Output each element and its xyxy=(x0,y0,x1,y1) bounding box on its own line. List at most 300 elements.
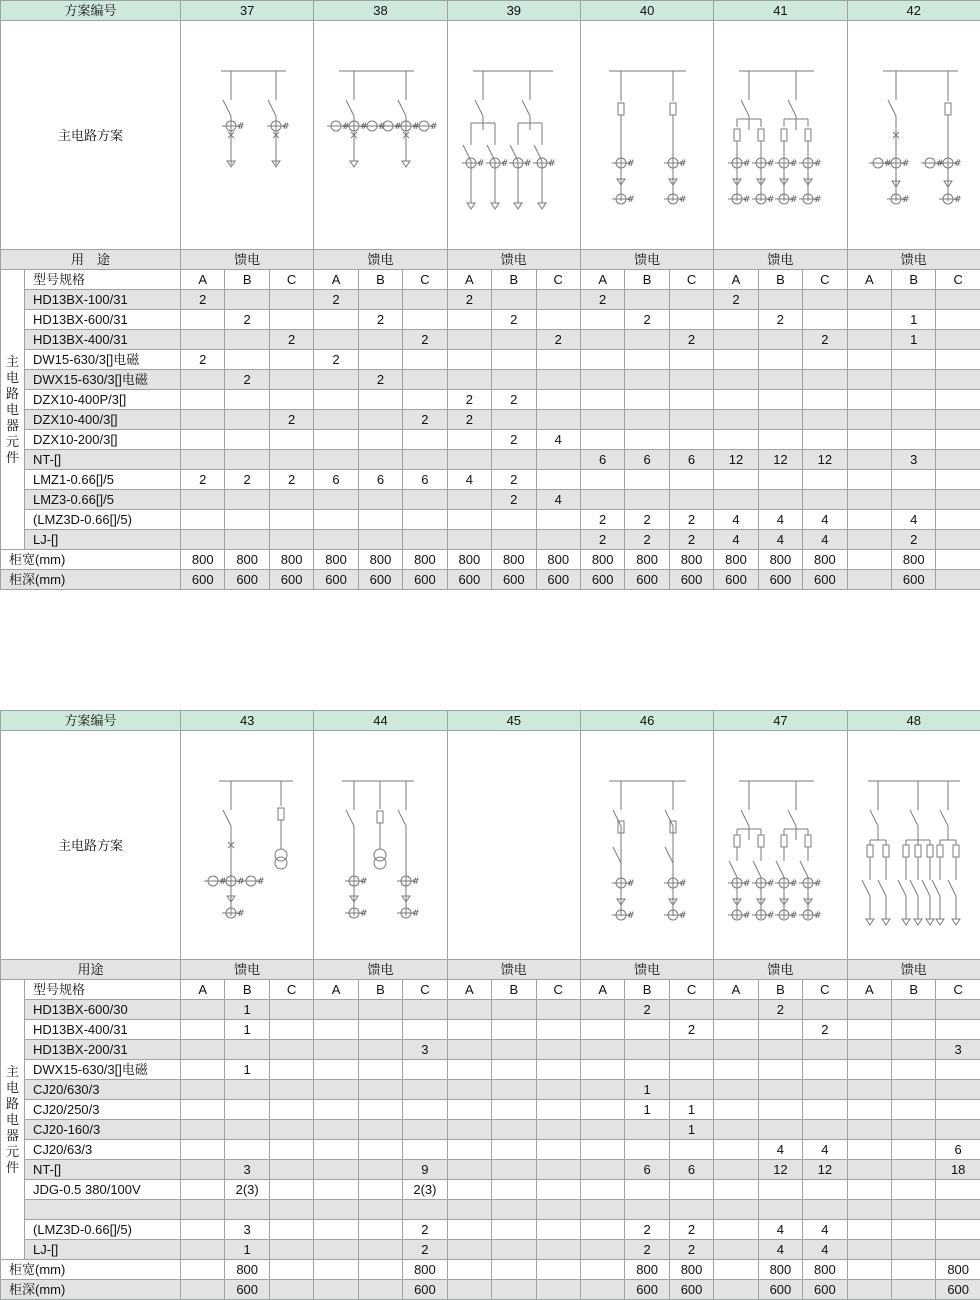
cabinet-depth-value: 600 xyxy=(492,570,536,590)
component-name: HD13BX-100/31 xyxy=(25,290,181,310)
circuit-diagram-42-svg xyxy=(848,21,980,249)
component-qty: 12 xyxy=(803,450,847,470)
component-qty xyxy=(403,530,447,550)
variant-a: A xyxy=(580,980,624,1000)
component-qty xyxy=(447,1220,491,1240)
component-qty xyxy=(625,470,669,490)
component-qty xyxy=(314,430,358,450)
component-qty xyxy=(669,350,713,370)
component-qty xyxy=(358,1020,402,1040)
cabinet-width-value xyxy=(580,1260,624,1280)
component-qty: 2 xyxy=(403,330,447,350)
cabinet-depth-value: 600 xyxy=(669,570,713,590)
component-row xyxy=(1,430,980,450)
component-qty xyxy=(758,410,802,430)
component-qty xyxy=(936,330,980,350)
component-name: LMZ3-0.66[]/5 xyxy=(25,490,181,510)
svg-text:#: # xyxy=(790,911,798,921)
component-qty xyxy=(580,390,624,410)
svg-text:#: # xyxy=(743,159,751,169)
components-label: 主电路电器元件 xyxy=(1,270,25,550)
component-qty xyxy=(358,510,402,530)
svg-text:#: # xyxy=(627,911,635,921)
components-label: 主电路电器元件 xyxy=(1,980,25,1260)
component-qty: 4 xyxy=(892,510,936,530)
component-qty xyxy=(447,330,491,350)
component-qty: 2 xyxy=(181,350,225,370)
component-qty xyxy=(225,1120,269,1140)
component-name: CJ20/250/3 xyxy=(25,1100,181,1120)
component-row xyxy=(1,330,980,350)
cabinet-depth-value: 600 xyxy=(225,1280,269,1300)
component-qty xyxy=(803,310,847,330)
component-qty xyxy=(847,1220,891,1240)
component-qty xyxy=(936,390,980,410)
component-name: NT-[] xyxy=(25,450,181,470)
component-qty xyxy=(758,290,802,310)
svg-text:#: # xyxy=(902,195,910,205)
component-qty xyxy=(447,1160,491,1180)
component-qty xyxy=(269,1240,313,1260)
component-qty xyxy=(892,1120,936,1140)
cabinet-depth-value xyxy=(714,1280,758,1300)
component-qty xyxy=(403,1080,447,1100)
component-qty: 2 xyxy=(714,290,758,310)
component-qty xyxy=(803,350,847,370)
component-qty xyxy=(847,1060,891,1080)
component-qty xyxy=(714,1040,758,1060)
component-qty xyxy=(625,1140,669,1160)
cabinet-width-value: 800 xyxy=(803,1260,847,1280)
cabinet-width-label: 柜宽(mm) xyxy=(1,1260,181,1280)
component-row xyxy=(1,1080,980,1100)
cabinet-depth-value xyxy=(492,1280,536,1300)
circuit-diagram-40-svg xyxy=(581,21,714,249)
svg-text:#: # xyxy=(814,911,822,921)
component-qty xyxy=(803,370,847,390)
component-qty xyxy=(936,1100,980,1120)
component-qty: 4 xyxy=(758,510,802,530)
component-qty: 2 xyxy=(625,1000,669,1020)
cabinet-depth-label: 柜深(mm) xyxy=(1,570,181,590)
component-qty: 2 xyxy=(536,330,580,350)
cabinet-depth-value: 600 xyxy=(892,570,936,590)
component-qty xyxy=(892,470,936,490)
cabinet-width-value: 800 xyxy=(447,550,491,570)
component-qty: 3 xyxy=(403,1040,447,1060)
component-qty xyxy=(580,1180,624,1200)
cabinet-width-value: 800 xyxy=(358,550,402,570)
spec-header-row xyxy=(1,980,980,1000)
component-qty xyxy=(358,1040,402,1060)
usage-value: 馈电 xyxy=(580,250,713,270)
component-qty xyxy=(536,1220,580,1240)
component-qty xyxy=(269,1120,313,1140)
svg-text:#: # xyxy=(237,122,245,132)
variant-c: C xyxy=(803,270,847,290)
component-qty xyxy=(492,1100,536,1120)
component-qty xyxy=(580,1040,624,1060)
component-name: DWX15-630/3[]电磁 xyxy=(25,370,181,390)
component-row xyxy=(1,510,980,530)
component-qty xyxy=(714,350,758,370)
component-qty xyxy=(181,490,225,510)
component-qty xyxy=(536,410,580,430)
svg-text:#: # xyxy=(814,879,822,889)
component-name: DZX10-400P/3[] xyxy=(25,390,181,410)
component-qty xyxy=(714,1100,758,1120)
component-qty xyxy=(669,490,713,510)
component-qty xyxy=(714,1120,758,1140)
component-qty xyxy=(669,1060,713,1080)
component-qty: 2 xyxy=(625,1240,669,1260)
component-qty xyxy=(358,330,402,350)
cabinet-depth-value: 600 xyxy=(625,1280,669,1300)
component-qty xyxy=(492,330,536,350)
component-qty xyxy=(625,490,669,510)
cabinet-width-value: 800 xyxy=(758,550,802,570)
component-qty: 6 xyxy=(358,470,402,490)
component-qty xyxy=(181,1120,225,1140)
variant-c: C xyxy=(403,270,447,290)
component-name: NT-[] xyxy=(25,1160,181,1180)
component-qty xyxy=(269,310,313,330)
component-qty xyxy=(536,1080,580,1100)
component-qty: 2 xyxy=(269,330,313,350)
component-qty: 6 xyxy=(625,1160,669,1180)
svg-text:#: # xyxy=(679,195,687,205)
circuit-diagram-row xyxy=(1,731,980,960)
component-qty xyxy=(847,510,891,530)
component-qty xyxy=(492,410,536,430)
component-qty xyxy=(936,1240,980,1260)
component-qty xyxy=(847,430,891,450)
component-qty xyxy=(936,510,980,530)
component-qty xyxy=(314,1220,358,1240)
variant-a: A xyxy=(447,980,491,1000)
component-qty xyxy=(358,1160,402,1180)
cabinet-depth-label: 柜深(mm) xyxy=(1,1280,181,1300)
component-qty: 2 xyxy=(492,470,536,490)
component-qty xyxy=(714,1020,758,1040)
component-qty xyxy=(714,330,758,350)
component-qty xyxy=(714,1000,758,1020)
component-row xyxy=(1,1000,980,1020)
component-qty xyxy=(269,1160,313,1180)
component-qty xyxy=(181,530,225,550)
component-qty xyxy=(358,1140,402,1160)
cabinet-width-value: 800 xyxy=(403,1260,447,1280)
component-qty xyxy=(403,1020,447,1040)
component-qty xyxy=(447,1240,491,1260)
variant-c: C xyxy=(669,980,713,1000)
component-qty xyxy=(314,1180,358,1200)
variant-a: A xyxy=(580,270,624,290)
variant-c: C xyxy=(536,980,580,1000)
component-qty xyxy=(314,330,358,350)
component-qty xyxy=(803,470,847,490)
component-qty xyxy=(269,490,313,510)
circuit-diagram-43 xyxy=(181,731,314,960)
cabinet-depth-value xyxy=(892,1280,936,1300)
component-qty xyxy=(758,1200,802,1220)
svg-text:#: # xyxy=(394,122,402,132)
component-qty xyxy=(269,1220,313,1240)
component-qty xyxy=(803,430,847,450)
component-row xyxy=(1,1160,980,1180)
variant-c: C xyxy=(536,270,580,290)
component-row xyxy=(1,1180,980,1200)
component-qty xyxy=(892,1160,936,1180)
variant-a: A xyxy=(847,270,891,290)
component-qty xyxy=(225,390,269,410)
component-qty xyxy=(892,410,936,430)
component-qty xyxy=(625,290,669,310)
component-qty xyxy=(536,310,580,330)
component-qty xyxy=(269,450,313,470)
component-qty xyxy=(492,1080,536,1100)
spec-header-row xyxy=(1,270,980,290)
component-name: JDG-0.5 380/100V xyxy=(25,1180,181,1200)
component-row xyxy=(1,390,980,410)
component-qty: 2 xyxy=(669,1020,713,1040)
component-qty: 4 xyxy=(803,1220,847,1240)
component-qty: 2 xyxy=(358,310,402,330)
component-qty xyxy=(403,310,447,330)
component-qty xyxy=(447,450,491,470)
component-qty xyxy=(803,1080,847,1100)
component-qty xyxy=(403,290,447,310)
component-qty xyxy=(225,290,269,310)
component-qty xyxy=(625,390,669,410)
svg-text:#: # xyxy=(627,879,635,889)
component-qty xyxy=(669,390,713,410)
component-qty xyxy=(847,370,891,390)
component-qty xyxy=(447,1120,491,1140)
circuit-diagram-row xyxy=(1,21,980,250)
component-qty xyxy=(847,1040,891,1060)
component-qty xyxy=(669,370,713,390)
circuit-diagram-38-svg xyxy=(314,21,447,249)
component-qty: 2 xyxy=(892,530,936,550)
component-qty: 4 xyxy=(758,530,802,550)
variant-b: B xyxy=(892,270,936,290)
component-qty xyxy=(580,490,624,510)
svg-text:#: # xyxy=(790,159,798,169)
cabinet-width-value: 800 xyxy=(625,550,669,570)
component-qty xyxy=(625,1120,669,1140)
component-qty xyxy=(580,1120,624,1140)
variant-c: C xyxy=(936,980,980,1000)
component-qty xyxy=(803,1000,847,1020)
component-qty xyxy=(536,350,580,370)
component-qty: 1 xyxy=(669,1100,713,1120)
component-qty: 12 xyxy=(758,1160,802,1180)
component-qty: 2 xyxy=(358,370,402,390)
component-qty xyxy=(358,1220,402,1240)
cabinet-depth-value: 600 xyxy=(580,570,624,590)
component-qty xyxy=(225,1040,269,1060)
cabinet-width-value xyxy=(714,1260,758,1280)
cabinet-depth-value: 600 xyxy=(758,570,802,590)
component-qty: 1 xyxy=(669,1120,713,1140)
component-qty xyxy=(269,290,313,310)
component-qty xyxy=(714,1180,758,1200)
component-qty: 1 xyxy=(225,1240,269,1260)
component-qty xyxy=(314,1120,358,1140)
circuit-diagram-42 xyxy=(847,21,980,250)
component-qty xyxy=(358,290,402,310)
cabinet-width-value xyxy=(447,1260,491,1280)
component-qty xyxy=(225,330,269,350)
component-qty xyxy=(714,310,758,330)
component-qty xyxy=(181,1220,225,1240)
component-qty: 9 xyxy=(403,1160,447,1180)
component-qty xyxy=(625,350,669,370)
circuit-diagram-47-svg xyxy=(714,731,847,959)
component-qty xyxy=(714,370,758,390)
component-qty: 1 xyxy=(225,1000,269,1020)
component-name: HD13BX-600/31 xyxy=(25,310,181,330)
component-qty xyxy=(225,1140,269,1160)
variant-b: B xyxy=(758,270,802,290)
component-qty xyxy=(758,1100,802,1120)
component-qty: 1 xyxy=(892,310,936,330)
component-qty xyxy=(669,1200,713,1220)
variant-c: C xyxy=(269,980,313,1000)
component-qty xyxy=(936,1120,980,1140)
component-qty xyxy=(492,350,536,370)
cabinet-depth-row xyxy=(1,570,980,590)
component-qty xyxy=(403,370,447,390)
cabinet-depth-value: 600 xyxy=(358,570,402,590)
component-qty xyxy=(269,1020,313,1040)
component-qty xyxy=(447,370,491,390)
component-qty xyxy=(181,1240,225,1260)
svg-text:#: # xyxy=(412,877,420,887)
component-qty xyxy=(936,1180,980,1200)
component-qty xyxy=(403,430,447,450)
component-qty xyxy=(758,330,802,350)
component-qty xyxy=(580,1000,624,1020)
svg-text:#: # xyxy=(548,159,556,169)
component-qty: 1 xyxy=(625,1100,669,1120)
component-qty xyxy=(803,390,847,410)
component-qty xyxy=(536,1140,580,1160)
component-qty: 2 xyxy=(314,350,358,370)
component-qty xyxy=(403,1000,447,1020)
component-qty xyxy=(936,1060,980,1080)
circuit-diagram-37 xyxy=(181,21,314,250)
component-qty xyxy=(358,1120,402,1140)
component-qty xyxy=(314,1040,358,1060)
svg-text:#: # xyxy=(679,879,687,889)
component-qty xyxy=(358,410,402,430)
component-qty xyxy=(403,390,447,410)
variant-a: A xyxy=(714,980,758,1000)
component-qty xyxy=(269,1040,313,1060)
component-qty xyxy=(181,1060,225,1080)
component-qty xyxy=(892,390,936,410)
component-qty xyxy=(492,1160,536,1180)
component-qty xyxy=(803,290,847,310)
component-qty xyxy=(492,510,536,530)
svg-text:#: # xyxy=(954,159,962,169)
svg-text:#: # xyxy=(679,911,687,921)
component-qty xyxy=(936,370,980,390)
component-qty xyxy=(714,1200,758,1220)
component-qty xyxy=(269,350,313,370)
component-qty: 2 xyxy=(669,330,713,350)
component-qty: 2 xyxy=(447,290,491,310)
component-qty xyxy=(492,370,536,390)
component-row xyxy=(1,410,980,430)
component-qty xyxy=(758,430,802,450)
cabinet-depth-value: 600 xyxy=(936,1280,980,1300)
component-qty xyxy=(536,1100,580,1120)
cabinet-depth-value: 600 xyxy=(803,570,847,590)
component-qty xyxy=(625,370,669,390)
component-qty: 2 xyxy=(669,1220,713,1240)
svg-text:#: # xyxy=(360,909,368,919)
component-qty xyxy=(892,290,936,310)
cabinet-depth-value xyxy=(314,1280,358,1300)
component-row xyxy=(1,1220,980,1240)
component-qty xyxy=(580,350,624,370)
variant-c: C xyxy=(403,980,447,1000)
component-qty xyxy=(181,310,225,330)
component-qty: 1 xyxy=(225,1060,269,1080)
component-qty xyxy=(714,470,758,490)
component-qty xyxy=(847,410,891,430)
component-qty xyxy=(536,290,580,310)
component-qty: 2 xyxy=(225,470,269,490)
component-qty xyxy=(580,1220,624,1240)
circuit-diagram-41-svg xyxy=(714,21,847,249)
component-qty xyxy=(447,1040,491,1060)
component-qty xyxy=(447,490,491,510)
scheme-number-47: 47 xyxy=(714,711,847,731)
component-qty xyxy=(269,1000,313,1020)
variant-a: A xyxy=(314,980,358,1000)
component-qty xyxy=(714,1060,758,1080)
component-qty xyxy=(936,410,980,430)
component-qty: 2 xyxy=(625,1220,669,1240)
component-qty xyxy=(580,1160,624,1180)
component-qty xyxy=(536,1160,580,1180)
component-name: CJ20/63/3 xyxy=(25,1140,181,1160)
component-qty xyxy=(314,1160,358,1180)
component-qty xyxy=(314,510,358,530)
component-qty: 3 xyxy=(225,1160,269,1180)
component-name: CJ20-160/3 xyxy=(25,1120,181,1140)
component-qty xyxy=(225,450,269,470)
cabinet-width-value: 800 xyxy=(225,1260,269,1280)
component-qty: 2 xyxy=(758,1000,802,1020)
component-qty xyxy=(314,390,358,410)
component-qty xyxy=(269,530,313,550)
component-qty xyxy=(847,1080,891,1100)
component-qty xyxy=(669,470,713,490)
component-qty: 4 xyxy=(714,530,758,550)
component-name: LMZ1-0.66[]/5 xyxy=(25,470,181,490)
cabinet-depth-value: 600 xyxy=(714,570,758,590)
component-qty: 1 xyxy=(625,1080,669,1100)
component-qty xyxy=(225,490,269,510)
cabinet-depth-value xyxy=(936,570,980,590)
component-qty xyxy=(358,1240,402,1260)
svg-text:#: # xyxy=(378,122,386,132)
